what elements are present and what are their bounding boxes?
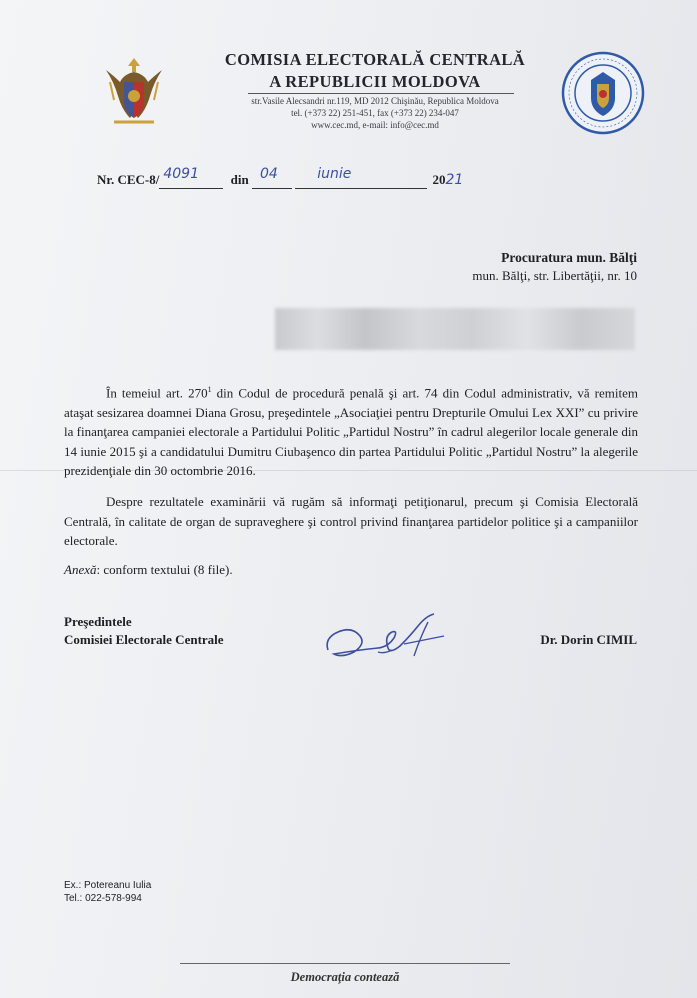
body-paragraph-2: Despre rezultatele examinării vă rugăm să informaţi petiţionarul, precum şi Comisia Electorală Centrală, în calitate de organ de supraveghere şi control privind finanţarea partidelor politice şi a campaniilor electorale. — [64, 494, 638, 548]
footer-motto: Democraţia contează — [290, 970, 400, 984]
p1-rest: din Codul de procedură penală şi art. 74 din Codul administrativ, vă remitem ataşat sesizarea doamnei Diana Grosu, preşedintele „Asociaţiei pentru Drepturile Omului Lex XXI” cu privire la finanţarea campaniei electorale a Partidului Politic „Partidul Nostru” în cadrul alegerilor locale generale din 14 iunie 2015 şi a candidatului Dumitru Ciubaşenco din partea Partidului Politic „Partidul Nostru” la alegerile prezidenţiale din 30 octombrie 2016. — [64, 385, 638, 479]
reference-number-label: Nr. CEC-8/ — [97, 172, 160, 187]
date-day-value: 04 — [259, 166, 278, 182]
moldova-coat-of-arms-icon — [100, 52, 168, 132]
footer-rule — [180, 963, 510, 964]
date-year-suffix: 21 — [445, 172, 464, 188]
date-day-field — [252, 166, 292, 189]
reference-line — [97, 166, 464, 189]
annex-line — [64, 562, 233, 578]
annex-label: Anexă — [64, 562, 97, 577]
recipient-address: mun. Bălţi, str. Libertăţii, nr. 10 — [472, 268, 637, 283]
body-paragraph-1 — [64, 380, 638, 481]
cec-seal-icon — [560, 50, 646, 136]
annex-text: : conform textului (8 file). — [96, 562, 233, 577]
executor-name: Ex.: Potereanu Iulia — [64, 880, 152, 891]
institution-phone: tel. (+373 22) 251-451, fax (+373 22) 234-047 — [291, 108, 459, 118]
header-rule — [248, 93, 514, 94]
signatory-title-line2: Comisiei Electorale Centrale — [64, 632, 224, 647]
reference-number-value: 4091 — [163, 166, 199, 182]
signatory-name: Dr. Dorin CIMIL — [540, 632, 637, 647]
recipient-name: Procuratura mun. Bălţi — [501, 250, 637, 265]
reference-number-field — [159, 166, 223, 189]
p1-superscript: 1 — [207, 385, 212, 394]
institution-web: www.cec.md, e-mail: info@cec.md — [311, 120, 439, 130]
date-din-label: din — [230, 172, 249, 187]
executor-phone: Tel.: 022-578-994 — [64, 893, 142, 904]
date-year-prefix: 20 — [432, 172, 446, 187]
signatory-title-line1: Preşedintele — [64, 614, 132, 629]
institution-name-line2: A REPUBLICII MOLDOVA — [269, 72, 481, 91]
handwritten-signature-icon — [318, 608, 458, 668]
institution-name-line1: COMISIA ELECTORALĂ CENTRALĂ — [224, 50, 526, 69]
redacted-area — [275, 308, 635, 350]
institution-address: str.Vasile Alecsandri nr.119, MD 2012 Chişinău, Republica Moldova — [251, 96, 499, 106]
p1-start: În temeiul art. 270 — [106, 385, 208, 401]
date-month-field — [295, 166, 427, 189]
date-month-value: iunie — [317, 166, 352, 182]
